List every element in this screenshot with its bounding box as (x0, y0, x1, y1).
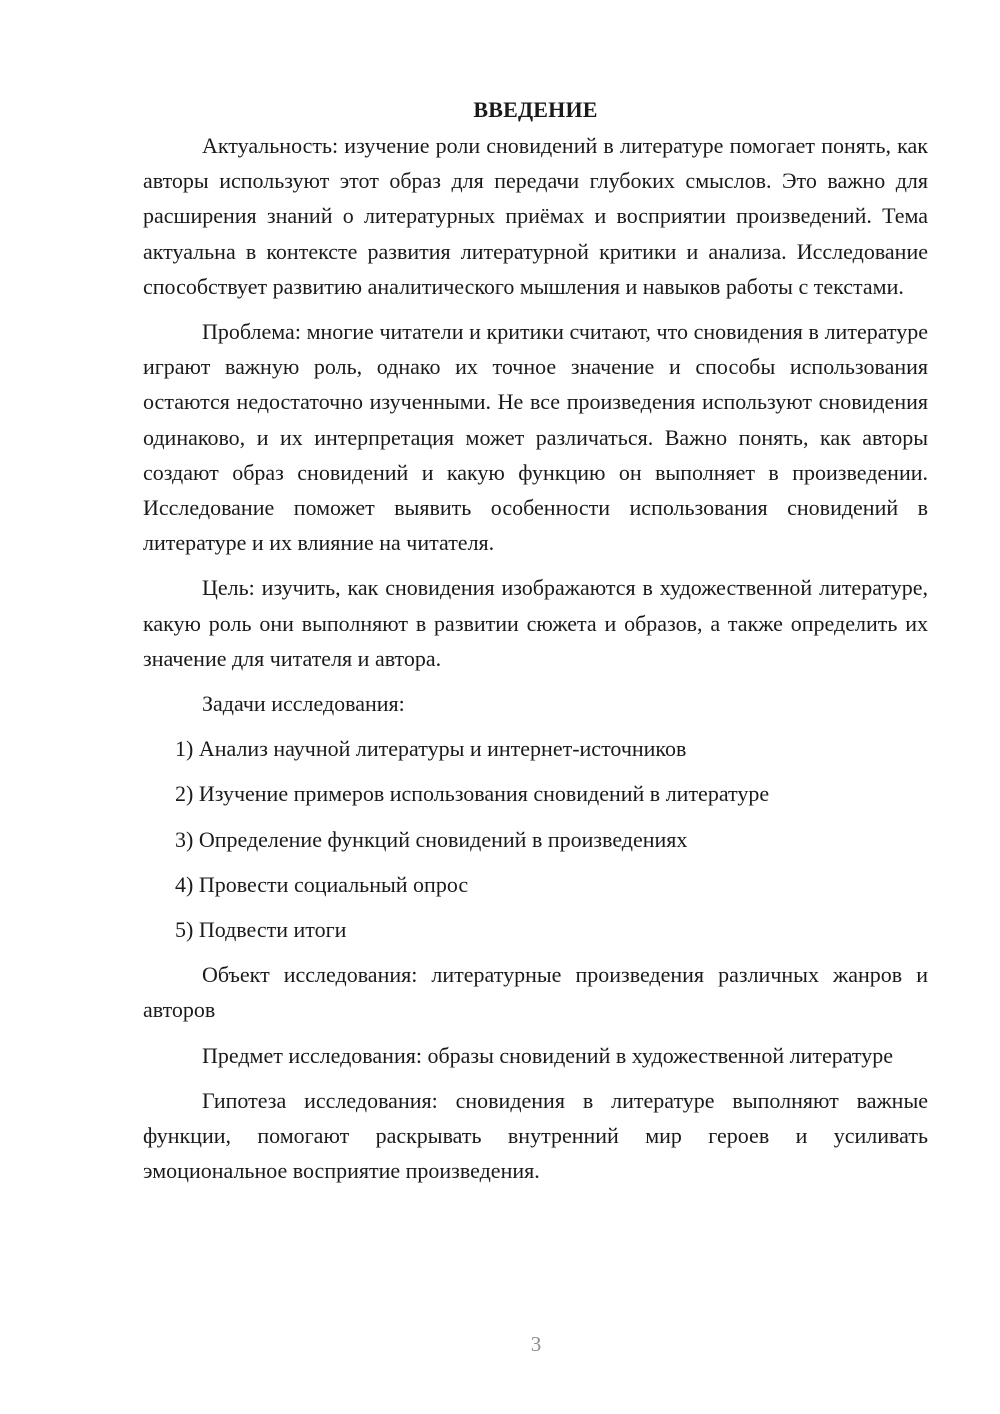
list-item: 1) Анализ научной литературы и интернет-источников (175, 736, 687, 762)
paragraph-hypothesis: Гипотеза исследования: сновидения в литературе выполняют важные функции, помогают раскрывать внутренний мир героев и усиливать эмоциональное восприятие произведения. (143, 1087, 928, 1184)
page-title: ВВЕДЕНИЕ (473, 97, 598, 122)
paragraph-object: Объект исследования: литературные произведения различных жанров и авторов (143, 962, 928, 1023)
paragraph-tasks-heading: Задачи исследования: (202, 691, 405, 717)
paragraph-goal: Цель: изучить, как сновидения изображаются в художественной литературе, какую роль они выполняют в развитии сюжета и образов, а также определить их значение для читателя и автора. (143, 575, 928, 671)
paragraph-problem: Проблема: многие читатели и критики считают, что сновидения в литературе играют важную роль, однако их точное значение и способы использования остаются недостаточно изученными. Не все произведения используют сновидения одинаково, и их интерпретация может различаться. Важно понять, как авторы создают образ сновидений и какую функцию он выполняет в произведении. Исследование поможет выявить особенности использования сновидений в литературе и их влияние на читателя. (143, 319, 928, 556)
list-item: 3) Определение функций сновидений в произведениях (175, 826, 688, 852)
page-number: 3 (530, 1332, 542, 1356)
paragraph-relevance: Актуальность: изучение роли сновидений в литературе помогает понять, как авторы используют этот образ для передачи глубоких смыслов. Это важно для расширения знаний о литературных приёмах и восприятии произведений. Тема актуальна в контексте развития литературной критики и анализа. Исследование способствует развитию аналитического мышления и навыков работы с текстами. (143, 133, 928, 299)
list-item: 5) Подвести итоги (175, 917, 347, 943)
list-item: 4) Провести социальный опрос (175, 871, 469, 897)
page-content (143, 92, 928, 1188)
paragraph-subject: Предмет исследования: образы сновидений в художественной литературе (202, 1042, 894, 1068)
tasks-list (143, 731, 928, 947)
list-item: 2) Изучение примеров использования сновидений в литературе (175, 781, 770, 807)
